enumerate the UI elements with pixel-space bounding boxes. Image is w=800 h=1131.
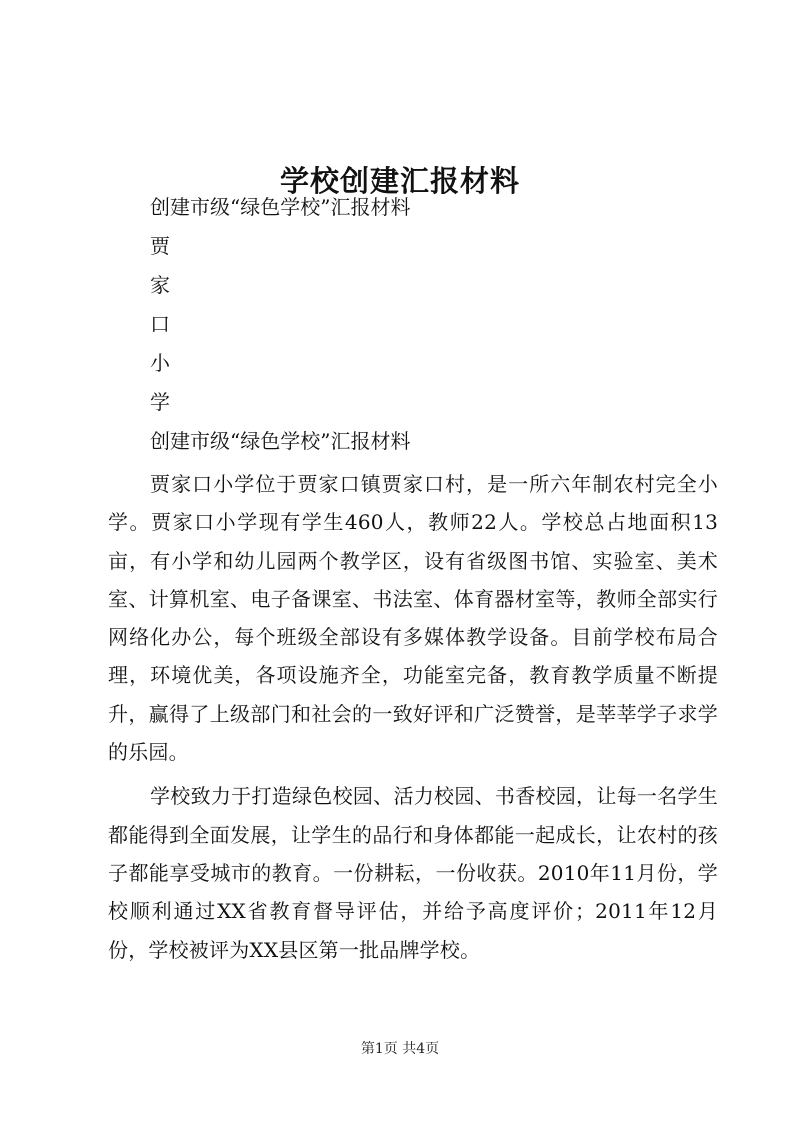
vertical-name-char: 贾 [150,234,170,258]
vertical-name-char: 口 [150,312,170,336]
body-paragraph-1: 贾家口小学位于贾家口镇贾家口村，是一所六年制农村完全小学。贾家口小学现有学生460人，教师22人。学校总占地面积13亩，有小学和幼儿园两个教学区，设有省级图书馆、实验室、美术室、计算机室、电子备课室、书法室、体育器材室等，教师全部实行网络化办公，每个班级全部设有多媒体教学设备。目前学校布局合理，环境优美，各项设施齐全，功能室完备，教育教学质量不断提升，赢得了上级部门和社会的一致好评和广泛赞誉，是莘莘学子求学的乐园。 [108,472,718,765]
document-title: 学校创建汇报材料 [279,164,520,199]
heading-lines [150,193,710,466]
body-paragraph-2: 学校致力于打造绿色校园、活力校园、书香校园，让每一名学生都能得到全面发展，让学生的品行和身体都能一起成长，让农村的孩子都能享受城市的教育。一份耕耘，一份收获。2010年11月份，学校顺利通过XX省教育督导评估，并给予高度评价；2011年12月份，学校被评为XX县区第一批品牌学校。 [108,784,718,962]
vertical-name-char: 小 [150,351,170,375]
vertical-name-char: 家 [150,273,170,297]
subtitle-line-repeat: 创建市级“绿色学校”汇报材料 [150,429,411,453]
page-footer: 第1页 共4页 [360,1041,440,1057]
document-body [108,465,718,975]
vertical-name-char: 学 [150,390,170,414]
subtitle-line: 创建市级“绿色学校”汇报材料 [150,195,411,219]
